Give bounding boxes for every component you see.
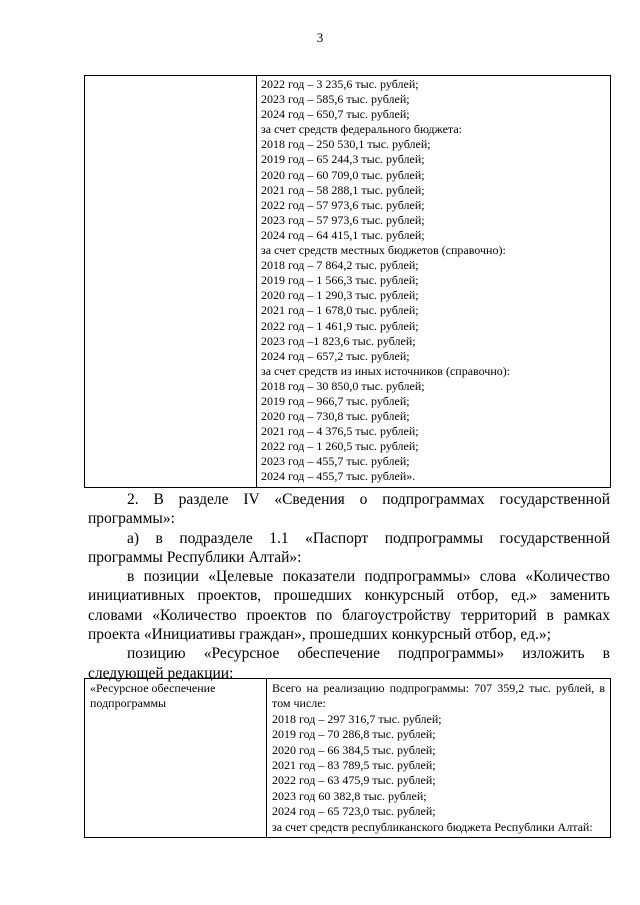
- funding-line: за счет средств федерального бюджета:: [261, 122, 462, 137]
- funding-line: 2023 год –1 823,6 тыс. рублей;: [261, 333, 416, 348]
- funding-line: 2022 год – 1 260,5 тыс. рублей;: [261, 439, 419, 454]
- body-text: [88, 490, 610, 683]
- resource-line: 2023 год 60 382,8 тыс. рублей;: [272, 788, 427, 803]
- funding-line: за счет средств местных бюджетов (справочно):: [261, 243, 506, 258]
- body-paragraph: а) в подразделе 1.1 «Паспорт подпрограммы государственной программы Республики Алтай»:: [88, 529, 610, 566]
- table-cell-right: [257, 76, 611, 488]
- funding-line: 2022 год – 3 235,6 тыс. рублей;: [261, 77, 419, 91]
- body-paragraph: позицию «Ресурсное обеспечение подпрограммы» изложить в следующей редакции:: [88, 645, 610, 682]
- funding-line: 2018 год – 7 864,2 тыс. рублей;: [261, 258, 419, 273]
- subprogram-resources-table: [84, 678, 611, 838]
- funding-line: 2023 год – 585,6 тыс. рублей;: [261, 92, 410, 107]
- resource-line: 2019 год – 70 286,8 тыс. рублей;: [272, 727, 436, 742]
- funding-line: 2019 год – 966,7 тыс. рублей;: [261, 393, 410, 408]
- funding-line: 2020 год – 60 709,0 тыс. рублей;: [261, 167, 425, 182]
- funding-line: за счет средств из иных источников (справочно):: [261, 363, 511, 378]
- funding-line: 2018 год – 30 850,0 тыс. рублей;: [261, 378, 425, 393]
- funding-line: 2019 год – 1 566,3 тыс. рублей;: [261, 273, 419, 288]
- funding-line: 2020 год – 1 290,3 тыс. рублей;: [261, 288, 419, 303]
- funding-line: 2024 год – 455,7 тыс. рублей».: [261, 469, 416, 484]
- table-cell-left: [85, 76, 257, 488]
- resource-line: 2020 год – 66 384,5 тыс. рублей;: [272, 742, 436, 757]
- body-paragraph: 2. В разделе IV «Сведения о подпрограммах государственной программы»:: [88, 491, 610, 528]
- funding-line: 2024 год – 64 415,1 тыс. рублей;: [261, 227, 425, 242]
- body-paragraph: в позиции «Целевые показатели подпрограммы» слова «Количество инициативных проектов, прошедших конкурсный отбор, ед.» заменить словами «Количество проектов по благоустройству территорий в рамках проекта «Инициативы граждан», прошедших конкурсный отбор, ед.»;: [88, 568, 610, 644]
- resource-line: 2024 год – 65 723,0 тыс. рублей;: [272, 804, 436, 819]
- funding-line: 2021 год – 1 678,0 тыс. рублей;: [261, 303, 419, 318]
- resource-lines: [272, 681, 605, 835]
- funding-table-continued: [84, 75, 611, 488]
- funding-line: 2022 год – 57 973,6 тыс. рублей;: [261, 197, 425, 212]
- funding-line: 2024 год – 650,7 тыс. рублей;: [261, 107, 410, 122]
- resource-line: за счет средств республиканского бюджета Республики Алтай:: [272, 819, 593, 834]
- resource-line: 2022 год – 63 475,9 тыс. рублей;: [272, 773, 436, 788]
- funding-line: 2023 год – 455,7 тыс. рублей;: [261, 454, 410, 469]
- funding-line: 2021 год – 58 288,1 тыс. рублей;: [261, 182, 425, 197]
- funding-line: 2020 год – 730,8 тыс. рублей;: [261, 409, 410, 424]
- position-value-cell: [267, 679, 611, 838]
- position-name-cell: «Ресурсное обеспечение подпрограммы: [85, 679, 267, 838]
- table-row: [85, 76, 611, 488]
- funding-line: 2018 год – 250 530,1 тыс. рублей;: [261, 137, 431, 152]
- funding-line: 2024 год – 657,2 тыс. рублей;: [261, 348, 410, 363]
- page-number: 3: [316, 30, 324, 45]
- funding-line: 2022 год – 1 461,9 тыс. рублей;: [261, 318, 419, 333]
- funding-line: 2019 год – 65 244,3 тыс. рублей;: [261, 152, 425, 167]
- funding-line: 2021 год – 4 376,5 тыс. рублей;: [261, 424, 419, 439]
- resource-line: 2021 год – 83 789,5 тыс. рублей;: [272, 758, 436, 773]
- resource-line: Всего на реализацию подпрограммы: 707 359,2 тыс. рублей, в том числе:: [272, 681, 605, 711]
- table-row: [85, 679, 611, 838]
- resource-line: 2018 год – 297 316,7 тыс. рублей;: [272, 711, 442, 726]
- funding-lines: [261, 77, 606, 485]
- funding-line: 2023 год – 57 973,6 тыс. рублей;: [261, 212, 425, 227]
